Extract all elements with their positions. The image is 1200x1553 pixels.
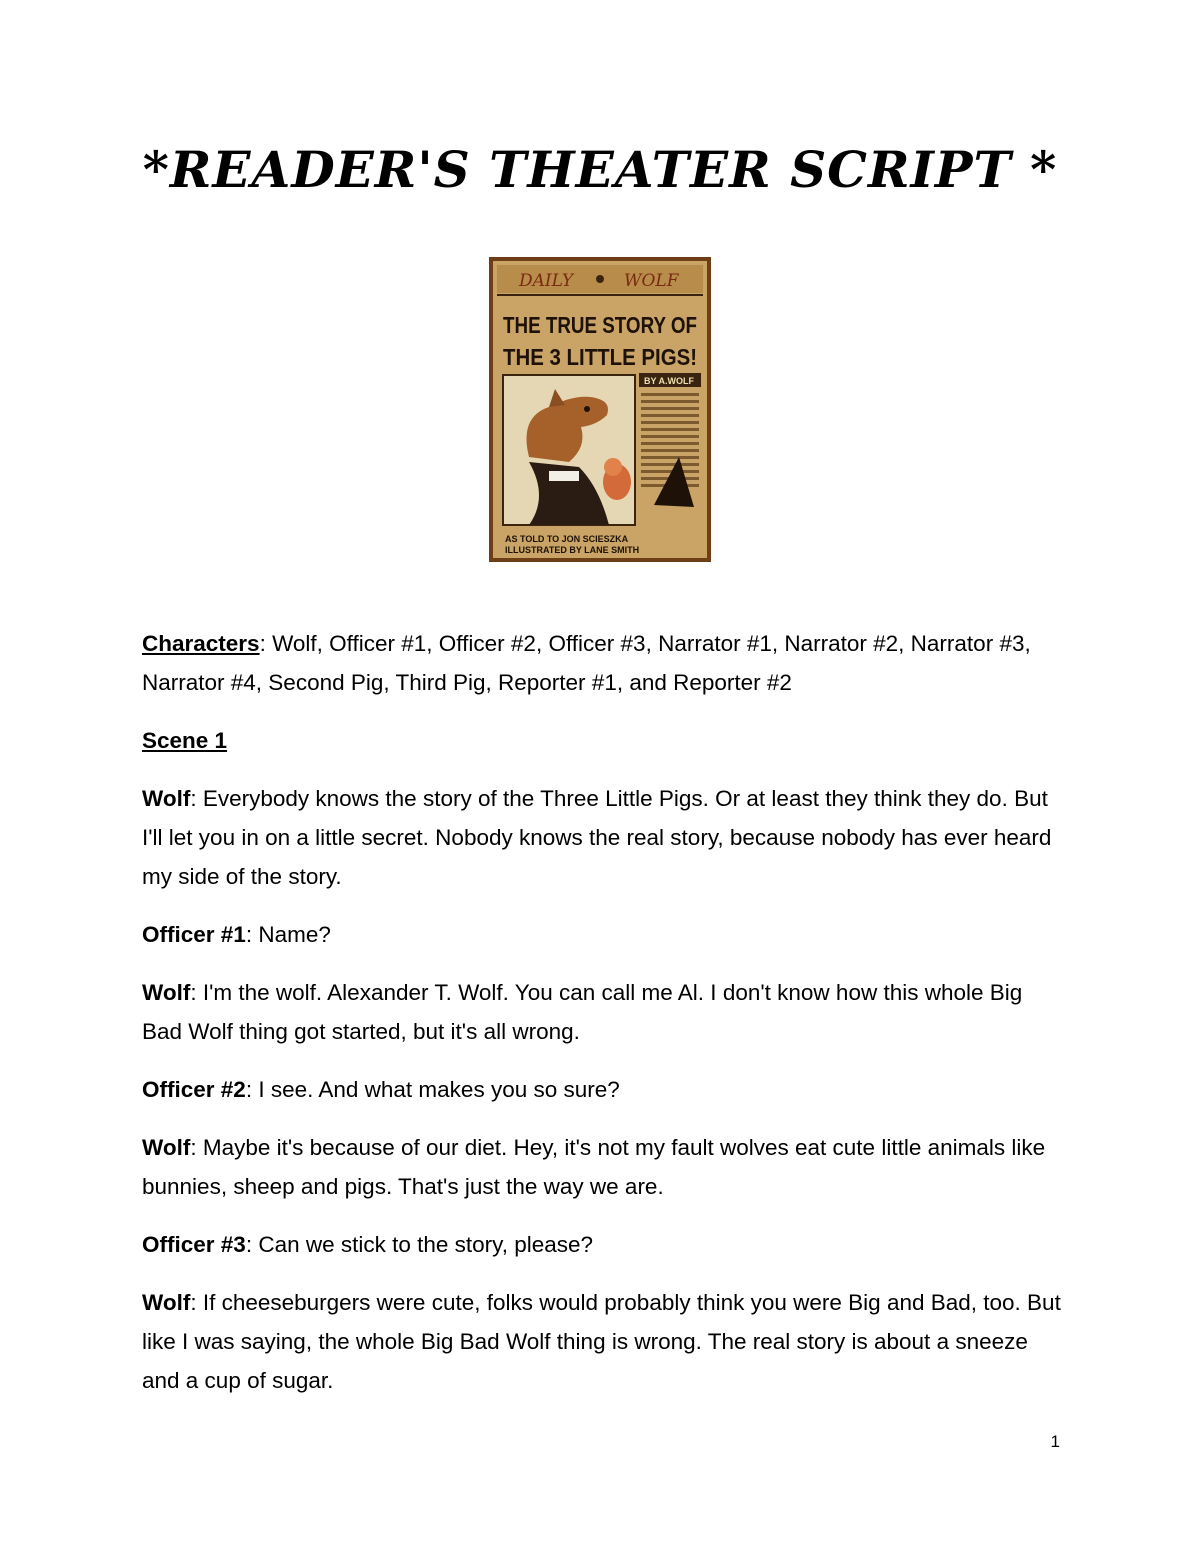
book-cover-image (489, 257, 711, 562)
speaker-name: Wolf (142, 1135, 191, 1160)
speaker-name: Officer #3 (142, 1232, 246, 1257)
paw-icon (596, 275, 604, 283)
dialogue-text: : Name? (245, 922, 331, 947)
dialogue-text: : If cheeseburgers were cute, folks would probably think you were Big and Bad, too. But like I was saying, the whole Big Bad Wolf thing is wrong. The real story is about a sneeze and a cup of sugar. (142, 1290, 1061, 1393)
cover-headline-line1: THE TRUE STORY OF (503, 312, 697, 338)
cover-masthead-left: DAILY (519, 271, 574, 291)
speaker-name: Wolf (142, 1290, 191, 1315)
dialogue-text: : Maybe it's because of our diet. Hey, it's not my fault wolves eat cute little animals like bunnies, sheep and pigs. That's just the way we are. (142, 1135, 1046, 1199)
book-cover-illustration (489, 257, 711, 562)
dialogue-line (142, 1283, 1062, 1400)
dialogue-line (142, 915, 1062, 954)
speaker-name: Wolf (142, 786, 191, 811)
speaker-name: Officer #1 (142, 922, 246, 947)
cover-byline: BY A.WOLF (644, 376, 694, 386)
characters-paragraph (142, 624, 1062, 702)
characters-list: : Wolf, Officer #1, Officer #2, Officer #3, Narrator #1, Narrator #2, Narrator #3, Narrator #4, Second Pig, Third Pig, Reporter #1, and Reporter #2 (142, 631, 1031, 695)
scene-heading-paragraph (142, 721, 1062, 760)
page-title: *READER'S THEATER SCRIPT * (142, 140, 1058, 199)
dialogue-text: : I see. And what makes you so sure? (245, 1077, 620, 1102)
dialogue-text: : I'm the wolf. Alexander T. Wolf. You can call me Al. I don't know how this whole Big Bad Wolf thing got started, but it's all wrong. (142, 980, 1023, 1044)
characters-label: Characters (142, 631, 260, 656)
dialogue-line (142, 973, 1062, 1051)
dialogue-line (142, 779, 1062, 896)
cover-headline-line2: THE 3 LITTLE PIGS! (503, 344, 697, 370)
cover-credit-line2: ILLUSTRATED BY LANE SMITH (505, 545, 640, 555)
cover-credit-line1: AS TOLD TO JON SCIESZKA (505, 534, 629, 544)
page-number: 1 (1050, 1432, 1060, 1451)
scene-heading: Scene 1 (142, 728, 228, 753)
speaker-name: Officer #2 (142, 1077, 246, 1102)
dialogue-text: : Can we stick to the story, please? (245, 1232, 594, 1257)
dialogue-line (142, 1128, 1062, 1206)
speaker-name: Wolf (142, 980, 191, 1005)
script-body (142, 624, 1062, 1419)
cover-masthead-right: WOLF (624, 271, 679, 291)
dialogue-line (142, 1225, 1062, 1264)
dialogue-line (142, 1070, 1062, 1109)
dialogue-text: : Everybody knows the story of the Three Little Pigs. Or at least they think they do. But I'll let you in on a little secret. Nobody knows the real story, because nobody has ever heard my side of the story. (142, 786, 1052, 889)
